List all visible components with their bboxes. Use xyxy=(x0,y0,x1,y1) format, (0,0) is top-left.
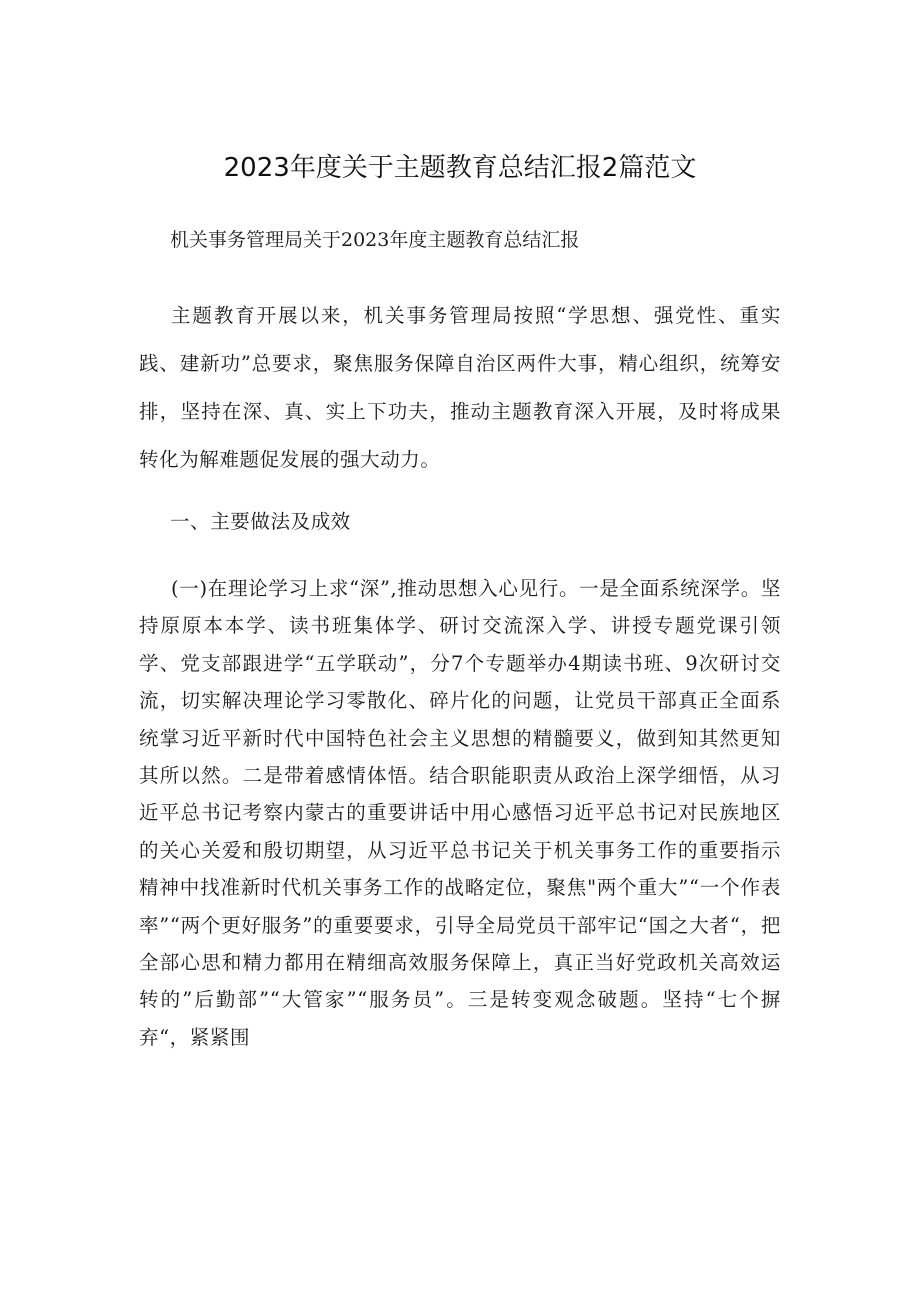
document-title: 2023年度关于主题教育总结汇报2篇范文 xyxy=(223,153,697,183)
intro-paragraph: 主题教育开展以来，机关事务管理局按照“学思想、强党性、重实践、建新功”总要求，聚焦服务保障自治区两件大事，精心组织，统筹安排，坚持在深、真、实上下功夫，推动主题教育深入开展，及时将成果转化为解难题促发展的强大动力。 xyxy=(139,304,781,471)
body-paragraph: (一)在理论学习上求“深”,推动思想入心见行。一是全面系统深学。坚持原原本本学、读书班集体学、研讨交流深入学、讲授专题党课引领学、党支部跟进学“五学联动”，分7个专题举办4期读书班、9次研讨交流，切实解决理论学习零散化、碎片化的问题，让党员干部真正全面系统掌习近平新时代中国特色社会主义思想的精髓要义，做到知其然更知其所以然。二是带着感情体悟。结合职能职责从政治上深学细悟，从习近平总书记考察内蒙古的重要讲话中用心感悟习近平总书记对民族地区的关心关爱和殷切期望，从习近平总书记关于机关事务工作的重要指示精神中找准新时代机关事务工作的战略定位，聚焦"两个重大”“一个作表率”“两个更好服务”的重要要求，引导全局党员干部牢记“国之大者“，把全部心思和精力都用在精细高效服务保障上，真正当好党政机关高效运转的”后勤部”“大管家”“服务员”。三是转变观念破题。坚持“七个摒弃“，紧紧围 xyxy=(139,577,781,1049)
section-heading: 一、主要做法及成效 xyxy=(170,510,351,533)
document-subtitle: 机关事务管理局关于2023年度主题教育总结汇报 xyxy=(170,229,580,251)
